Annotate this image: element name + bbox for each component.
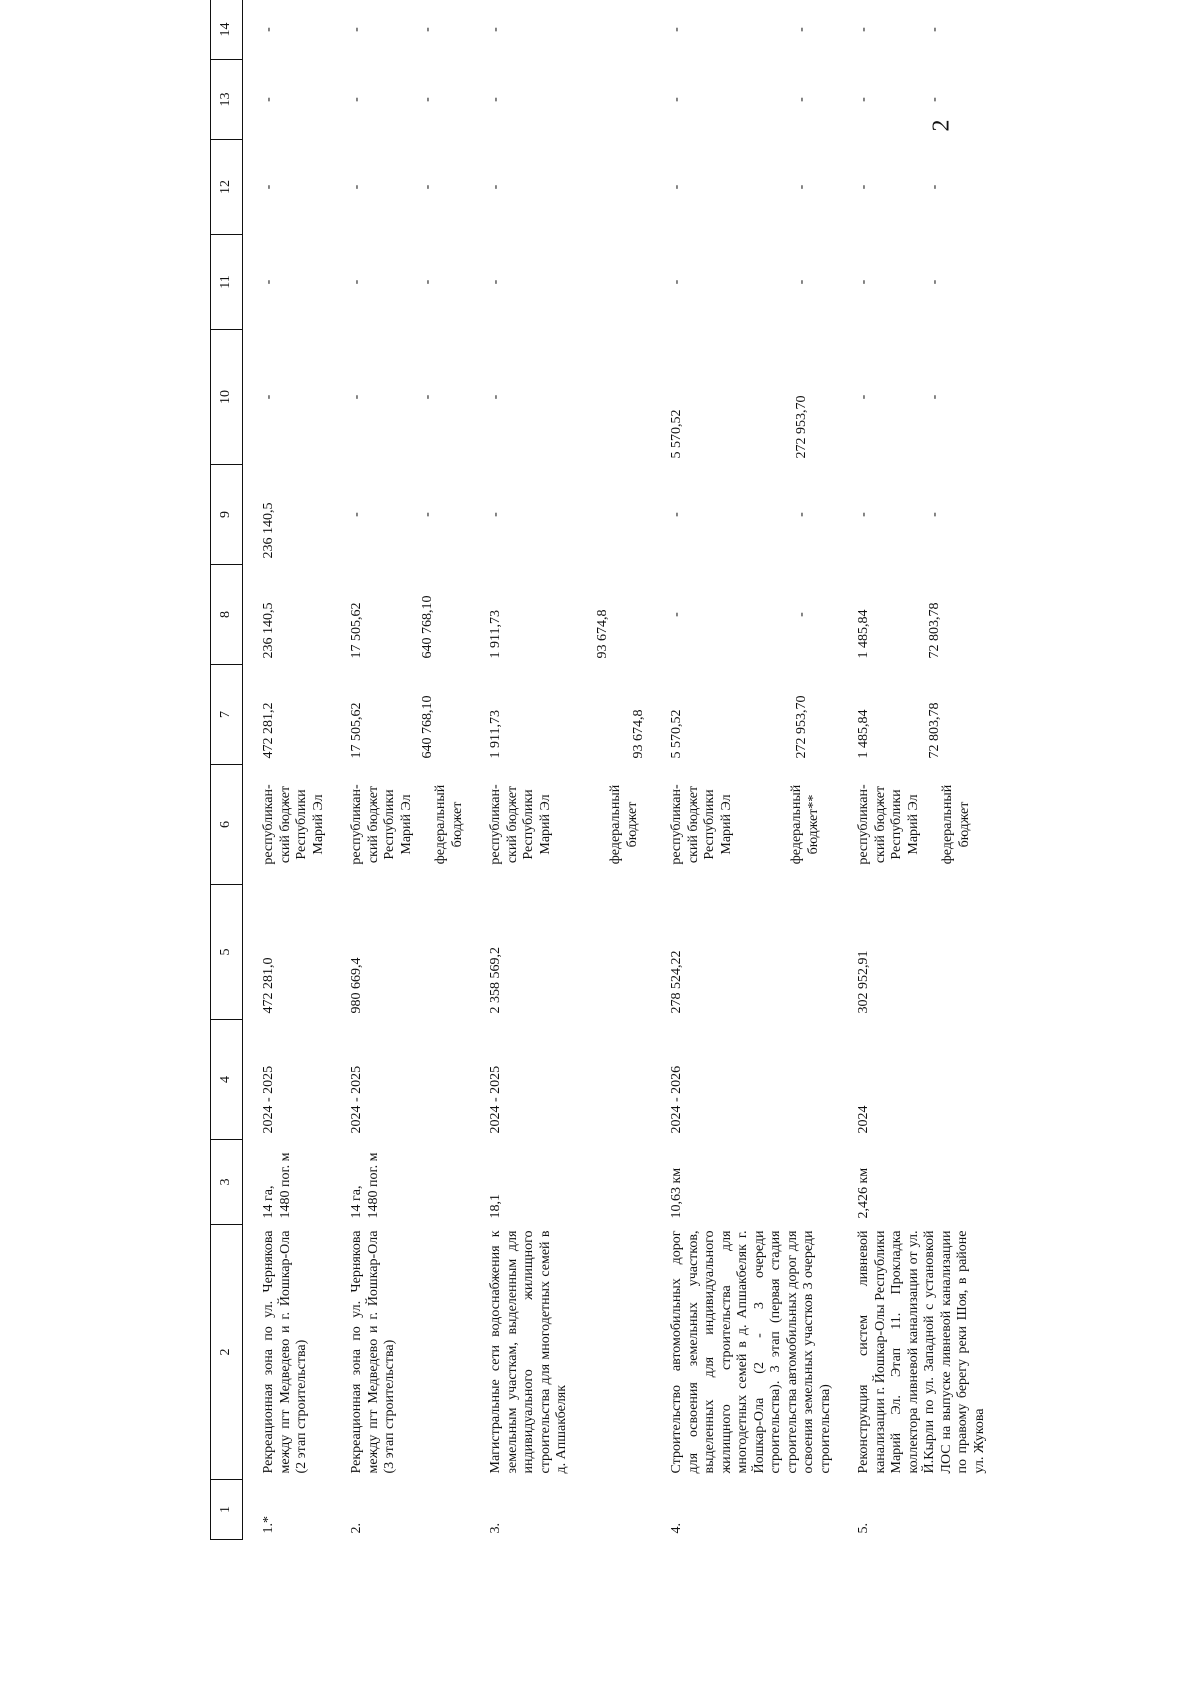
object-name: Реконструкция систем ливневой канализации г. Йошкар-Олы Республики Марий Эл. Этап 11. Прокладка коллектора ливневой канализации от ул. Й.Кырли по ул. Западной с установкой ЛОС на выпуске ливневой канализации по правому берегу реки Шоя, в районе ул. Жукова (856, 1230, 987, 1474)
estimate-cost: 278 524,22 (669, 950, 685, 1014)
funding-source: республикан-ский бюджет Республики Марий Эл федеральный бюджет (856, 784, 972, 865)
capacity (470, 1140, 651, 1225)
column-number-row (211, 0, 243, 1540)
column-header: 4 (211, 1020, 243, 1140)
amount-col10: - (261, 394, 276, 400)
amount-col10: - (488, 394, 504, 400)
capacity-value: 2,426 км (856, 1167, 872, 1219)
capacity-value: 1480 пог. м (365, 1152, 381, 1219)
financing-table (210, 0, 992, 1540)
column-header: 7 (211, 665, 243, 765)
row-number: 1.* (261, 1516, 276, 1534)
capacity (651, 1140, 838, 1225)
amount-col12: - - (856, 184, 942, 190)
funding-source: республикан-ский бюджет Республики Марий Эл федеральный бюджет (349, 784, 465, 865)
table-row (470, 0, 651, 1540)
period: 2024 - 2025 (488, 1065, 504, 1134)
amount-col13: - - (349, 97, 435, 102)
estimate-cost: 980 669,4 (349, 957, 365, 1014)
estimate-cost: 302 952,91 (856, 950, 872, 1014)
capacity-value: 14 га, (349, 1185, 365, 1219)
amount-col7: 17 505,62 640 768,10 (349, 695, 435, 759)
column-header: 13 (211, 60, 243, 140)
column-header: 10 (211, 330, 243, 465)
amount-col10: 5 570,52 272 953,70 (669, 395, 809, 459)
row-number: 4. (669, 1523, 685, 1534)
capacity (838, 1140, 992, 1225)
amount-col9: - (488, 512, 504, 517)
amount-col9: - - (669, 512, 809, 517)
capacity-value: 1480 пог. м (277, 1152, 293, 1219)
column-header: 11 (211, 235, 243, 330)
amount-col8: - - (669, 612, 809, 617)
capacity-value: 10,63 км (669, 1167, 685, 1219)
column-header: 14 (211, 0, 243, 60)
amount-col7: 1 911,73 93 674,8 (488, 709, 646, 759)
column-header: 9 (211, 465, 243, 565)
amount-col9: - - (856, 512, 942, 517)
capacity-value: 14 га, (261, 1185, 276, 1219)
table-row (651, 0, 838, 1540)
table-container (210, 22, 990, 1540)
funding-source: республикан-ский бюджет Республики Марий Эл федеральный бюджет** (669, 784, 821, 865)
amount-col8: 1 485,84 72 803,78 (856, 602, 942, 659)
amount-col8: 236 140,5 (261, 602, 276, 659)
amount-col13: - - (856, 97, 942, 102)
funding-source: республикан-ский бюджет Республики Марий Эл (261, 784, 326, 865)
column-header: 6 (211, 765, 243, 885)
column-header: 3 (211, 1140, 243, 1225)
amount-col9: 236 140,5 (261, 502, 276, 559)
row-number: 3. (488, 1523, 504, 1534)
amount-col14: - - (669, 27, 809, 32)
amount-col14: - (261, 27, 276, 32)
table-row (331, 0, 470, 1540)
amount-col13: - - (669, 97, 809, 102)
column-header: 8 (211, 565, 243, 665)
table-row (838, 0, 992, 1540)
amount-col7: 472 281,2 (261, 702, 276, 759)
amount-col11: - - (349, 279, 435, 285)
row-number: 5. (856, 1523, 872, 1534)
funding-source: республикан-ский бюджет Республики Марий Эл федеральный бюджет (488, 784, 640, 865)
amount-col13: - (261, 97, 276, 102)
capacity (243, 1140, 332, 1225)
amount-col14: - - (349, 27, 435, 32)
amount-col12: - (488, 184, 504, 190)
amount-col12: - - (349, 184, 435, 190)
object-name: Строительство автомобильных дорог для освоения земельных участков, выделенных для индивидуального жилищного строительства для многодетных семей в д. Апшакбеляк г. Йошкар-Ола (2 - 3 очереди строительства). 3 этап (первая стадия строительства автомобильных дорог для освоения земельных участков 3 очереди строительства) (669, 1230, 833, 1474)
amount-col8: 1 911,73 93 674,8 (488, 609, 610, 659)
amount-col9: - - (349, 512, 435, 517)
estimate-cost: 472 281,0 (261, 957, 276, 1014)
amount-col11: - - (856, 279, 942, 285)
column-header: 5 (211, 885, 243, 1020)
page-number: 2 (928, 119, 955, 132)
amount-col12: - - (669, 184, 809, 190)
amount-col14: - - (856, 27, 942, 32)
amount-col11: - (261, 279, 276, 285)
amount-col7: 5 570,52 272 953,70 (669, 695, 809, 759)
amount-col10: - - (349, 394, 435, 400)
object-name: Рекреационная зона по ул. Чернякова между пгт Медведево и г. Йошкар-Ола (2 этап строительства) (261, 1230, 310, 1474)
row-number: 2. (349, 1523, 365, 1534)
period: 2024 - 2025 (349, 1065, 365, 1134)
period: 2024 (856, 1105, 872, 1134)
period: 2024 - 2025 (261, 1065, 276, 1134)
amount-col10: - - (856, 394, 942, 400)
column-header: 1 (211, 1480, 243, 1540)
period: 2024 - 2026 (669, 1065, 685, 1134)
amount-col8: 17 505,62 640 768,10 (349, 595, 435, 659)
capacity (331, 1140, 470, 1225)
table-row (243, 0, 332, 1540)
amount-col14: - (488, 27, 504, 32)
amount-col12: - (261, 184, 276, 190)
amount-col7: 1 485,84 72 803,78 (856, 702, 942, 759)
estimate-cost: 2 358 569,2 (488, 947, 504, 1014)
capacity-value: 18,1 (488, 1194, 504, 1219)
column-header: 12 (211, 140, 243, 235)
amount-col13: - (488, 97, 504, 102)
column-header: 2 (211, 1225, 243, 1480)
object-name: Рекреационная зона по ул. Чернякова между пгт Медведево и г. Йошкар-Ола (3 этап строительства) (349, 1230, 398, 1474)
amount-col11: - - (669, 279, 809, 285)
amount-col11: - (488, 279, 504, 285)
object-name: Магистральные сети водоснабжения к земельным участкам, выделенным для индивидуального жилищного строительства для многодетных семей в д. Апшакбеляк (488, 1230, 570, 1474)
